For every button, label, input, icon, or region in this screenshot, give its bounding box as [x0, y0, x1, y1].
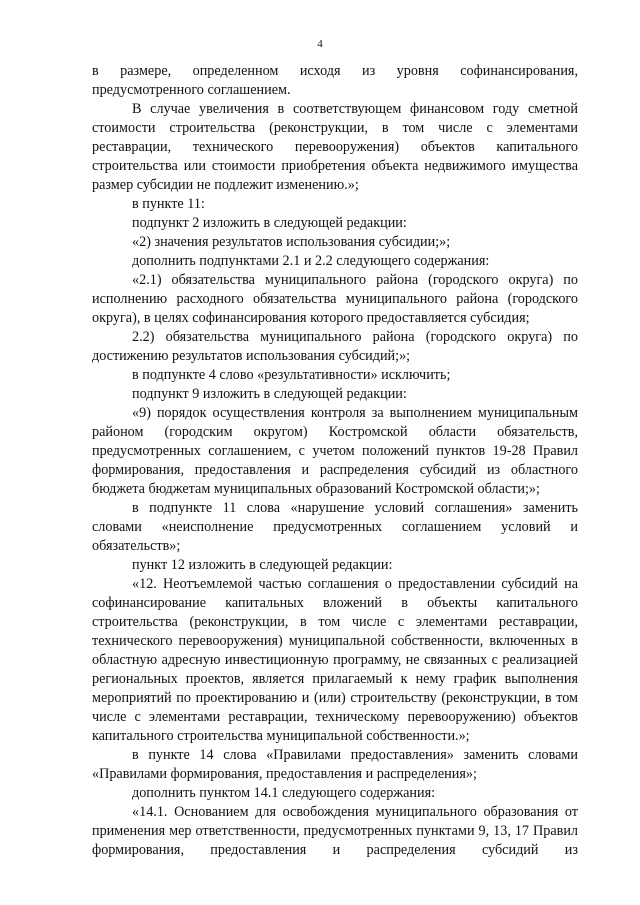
paragraph: в подпункте 11 слова «нарушение условий соглашения» заменить словами «неисполнение предусмотренных соглашением условий и обязательств»;: [92, 500, 578, 554]
paragraph: дополнить подпунктами 2.1 и 2.2 следующего содержания:: [132, 253, 490, 269]
paragraph-continued: «14.1. Основанием для освобождения муниципального образования от применения мер ответственности, предусмотренных пунктами 9, 13, 17 Правил формирования, предоставления и распределения субсидий из: [92, 804, 578, 858]
paragraph: 2.2) обязательства муниципального района (городского округа) по достижению результатов использования субсидий;»;: [92, 329, 578, 364]
paragraph: «2) значения результатов использования субсидии;»;: [132, 234, 451, 250]
paragraph: в подпункте 4 слово «результативности» исключить;: [132, 367, 451, 383]
paragraph: «12. Неотъемлемой частью соглашения о предоставлении субсидий на софинансирование капитальных вложений в объекты капитального строительства (реконструкции, в том числе с элементами реставрации, технического перевооружения) муниципальной собственности, включенных в областную адресную инвестиционную программу, не связанных с реализацией региональных проектов, является прилагаемый к нему график выполнения мероприятий по проектированию и (или) строительству (реконструкции, в том числе с элементами реставрации, техническому перевооружению) объектов капитального строительства муниципальной собственности.»;: [92, 576, 578, 744]
paragraph: В случае увеличения в соответствующем финансовом году сметной стоимости строительства (реконструкции, в том числе с элементами реставрации, технического перевооружения) объектов капитального строительства или стоимости приобретения объекта недвижимого имущества размер субсидии не подлежит изменению.»;: [92, 101, 578, 193]
document-body: [92, 62, 578, 860]
paragraph: дополнить пунктом 14.1 следующего содержания:: [132, 785, 436, 801]
paragraph: «2.1) обязательства муниципального района (городского округа) по исполнению расходного обязательства муниципального района (городского округа), в целях софинансирования которого предоставляется субсидия;: [92, 272, 578, 326]
page-number: 4: [317, 38, 323, 50]
paragraph: пункт 12 изложить в следующей редакции:: [132, 557, 393, 573]
paragraph: в размере, определенном исходя из уровня софинансирования, предусмотренного соглашением.: [92, 63, 578, 98]
paragraph: «9) порядок осуществления контроля за выполнением муниципальным районом (городским округом) Костромской области обязательств, предусмотренных соглашением, с учетом положений пунктов 19-28 Правил формирования, предоставления и распределения субсидий из областного бюджета бюджетам муниципальных образований Костромской области;»;: [92, 405, 578, 497]
paragraph: в пункте 11:: [132, 196, 205, 212]
paragraph: подпункт 9 изложить в следующей редакции:: [132, 386, 407, 402]
paragraph: подпункт 2 изложить в следующей редакции:: [132, 215, 407, 231]
paragraph: в пункте 14 слова «Правилами предоставления» заменить словами «Правилами формирования, предоставления и распределения»;: [92, 747, 578, 782]
